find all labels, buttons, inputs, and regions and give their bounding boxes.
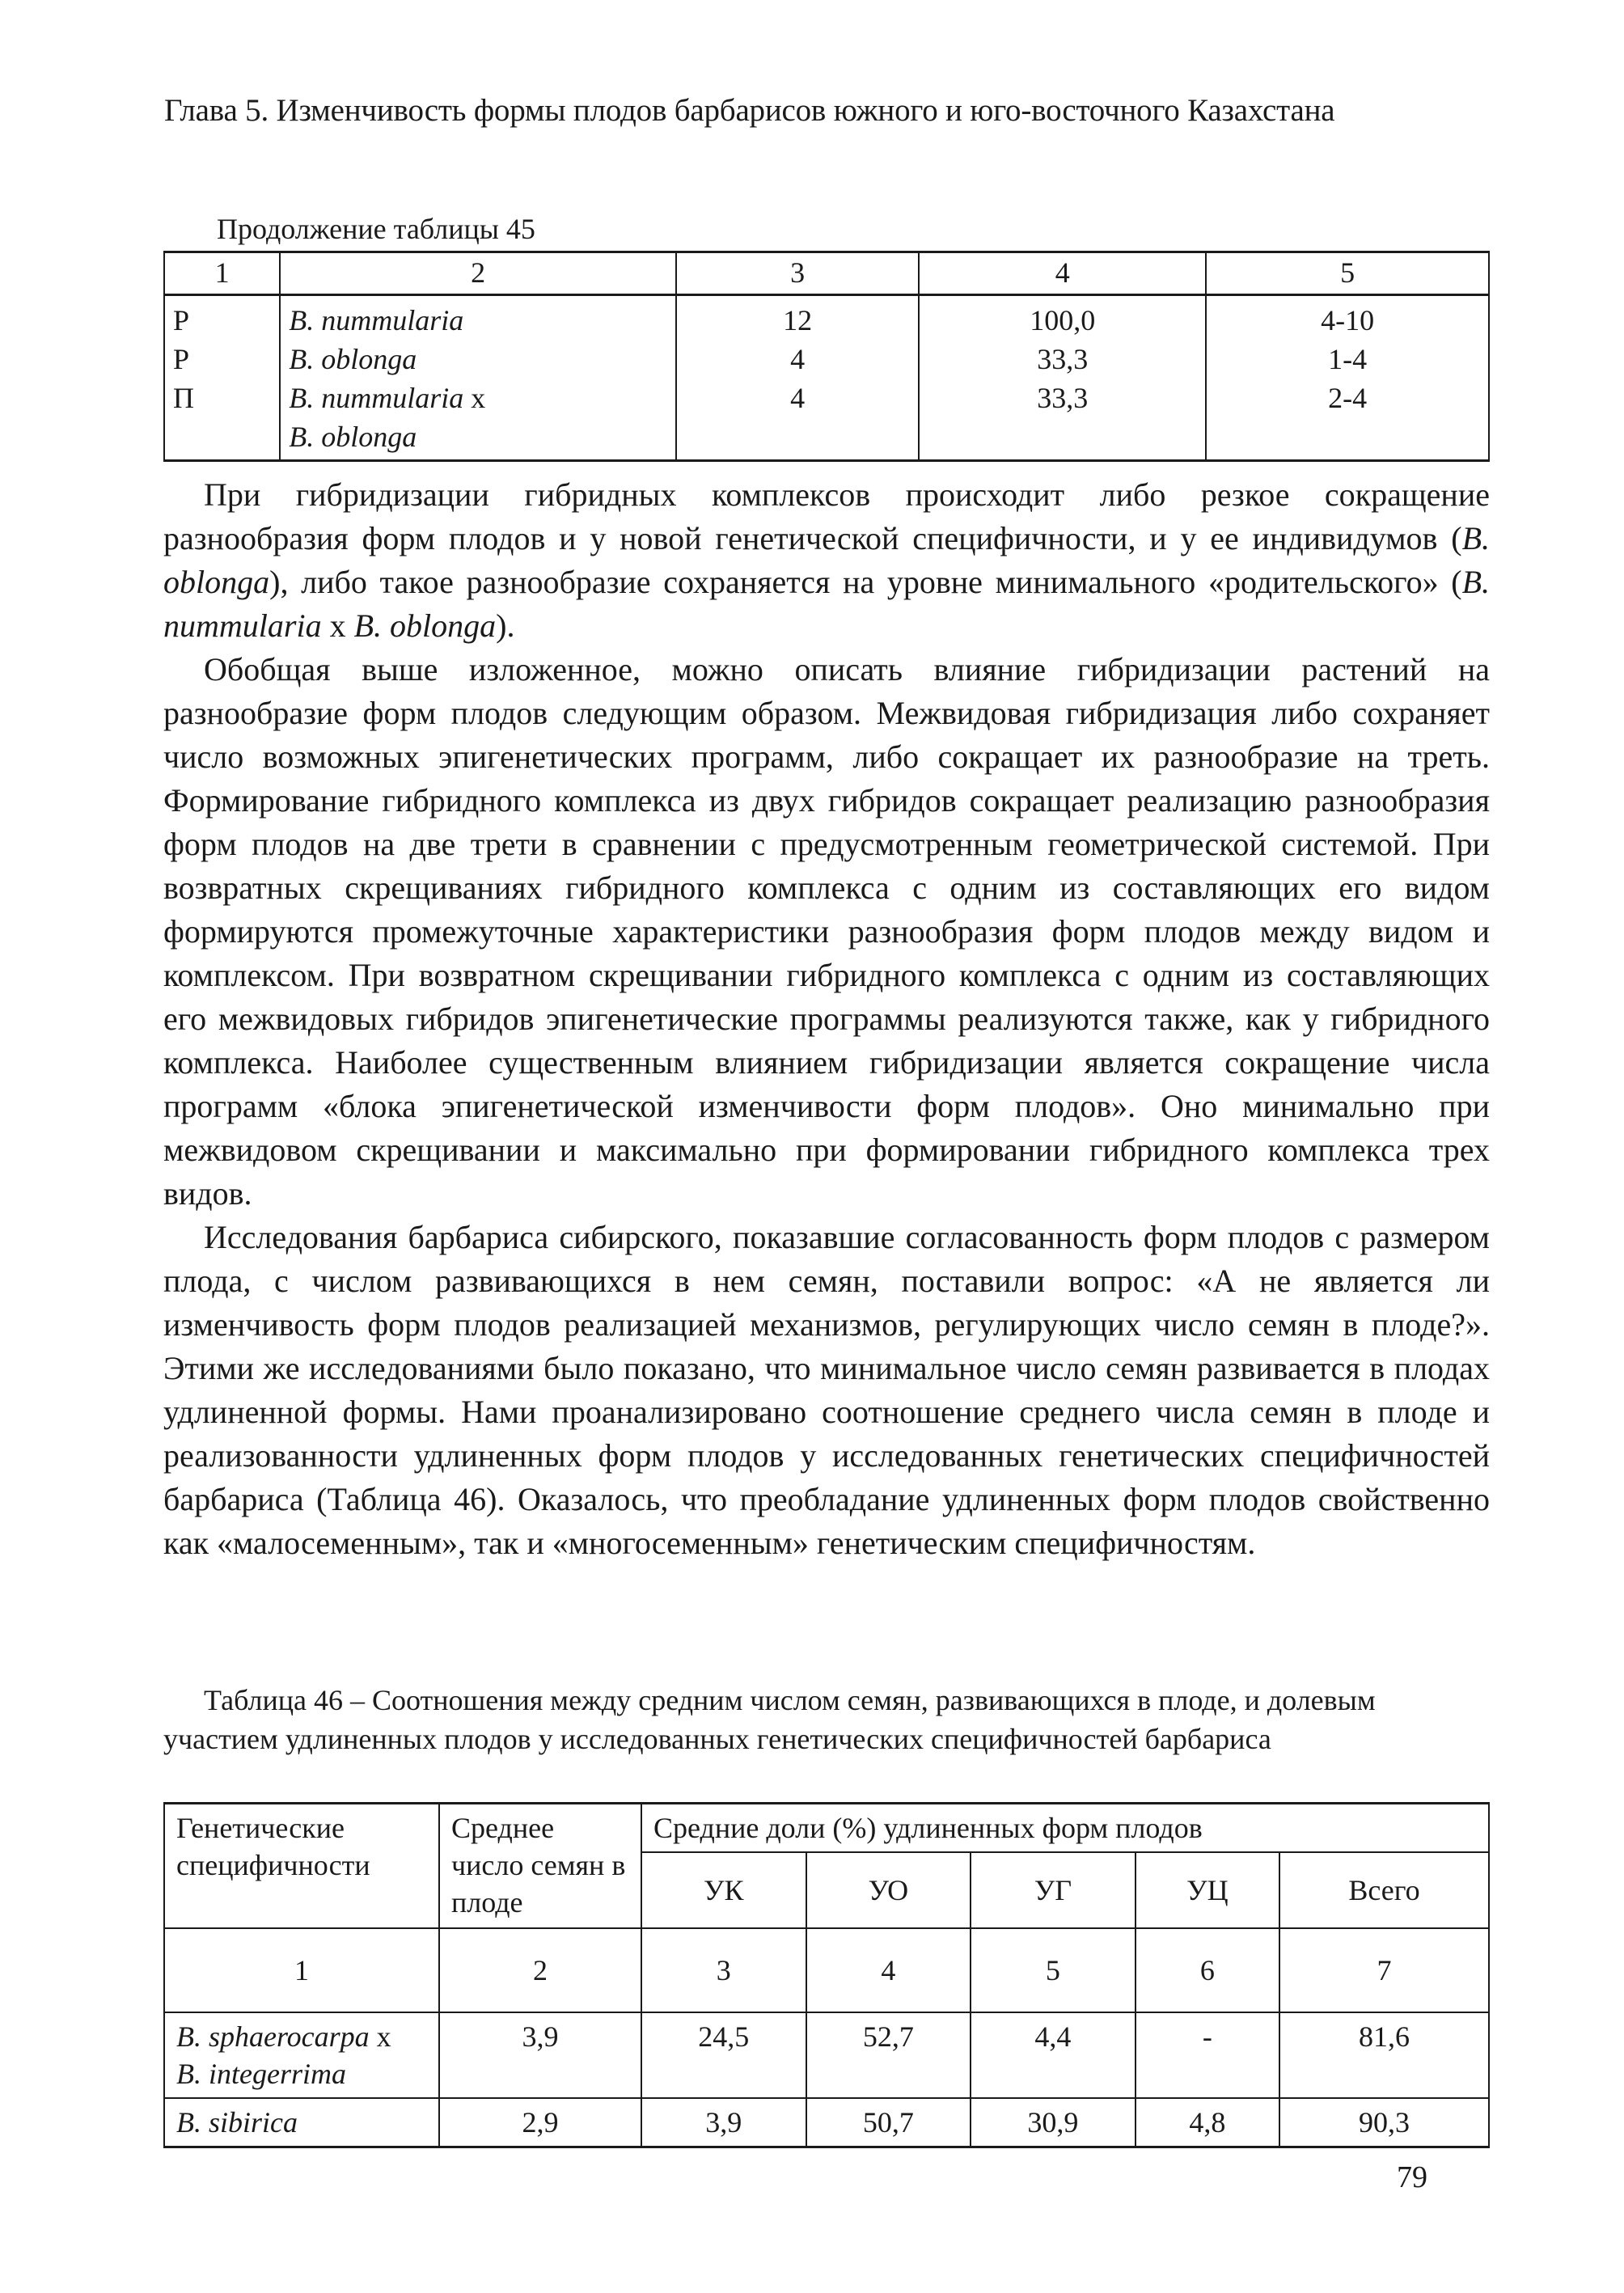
cell-species xyxy=(164,2012,439,2098)
column-number-row xyxy=(164,1928,1489,2012)
column-number: 1 xyxy=(164,1928,439,2012)
cell-species xyxy=(280,417,676,461)
subheader-uc: УЦ xyxy=(1136,1852,1279,1928)
header-genetic-specificities: Генетические специфичности xyxy=(164,1804,439,1929)
cell-value: 33,3 xyxy=(919,379,1206,417)
body-text xyxy=(163,473,1490,1565)
table46-caption: Таблица 46 – Соотношения между средним числом семян, развивающихся в плоде, и долевым участием удлиненных плодов у исследованных генетических специфичностей барбариса xyxy=(163,1684,1376,1755)
cell-value: 4 xyxy=(676,379,919,417)
cell-ug: 30,9 xyxy=(971,2098,1136,2147)
paragraph-3: Исследования барбариса сибирского, показавшие согласованность форм плодов с размером плода, с числом развивающихся в нем семян, поставили вопрос: «А не является ли изменчивость форм плодов реализацией механизмов, регулирующих число семян в плоде?». Этими же исследованиями было показано, что минимальное число семян развивается в плодах удлиненной формы. Нами проанализировано соотношение среднего числа семян в плоде и реализованности удлиненных форм плодов у исследованных генетических специфичностей барбариса (Таблица 46). Оказалось, что преобладание удлиненных форм плодов свойственно как «малосеменным», так и «многосеменным» генетическим специфичностям. xyxy=(163,1219,1490,1561)
page-number: 79 xyxy=(1397,2160,1427,2194)
species-name: B. nummularia xyxy=(289,304,464,336)
species-suffix: x xyxy=(463,382,486,414)
header-cell: 2 xyxy=(280,252,676,295)
paragraph-1 xyxy=(163,473,1490,648)
species-name: B. nummularia xyxy=(289,382,464,414)
column-number: 3 xyxy=(641,1928,806,2012)
species-name: B. oblonga xyxy=(163,520,1490,600)
cell-value: 33,3 xyxy=(919,340,1206,379)
running-head: Глава 5. Изменчивость формы плодов барбарисов южного и юго-восточного Казахстана xyxy=(164,93,1335,128)
species-name: B. oblonga xyxy=(289,421,417,453)
cell-type: Р xyxy=(164,295,280,341)
cell-seeds: 2,9 xyxy=(439,2098,641,2147)
table-header-row xyxy=(164,1804,1489,1853)
text-run: ), либо такое разнообразие сохраняется на уровне минимального «родительского» ( xyxy=(269,564,1462,600)
subheader-ug: УГ xyxy=(971,1852,1136,1928)
table-row xyxy=(164,2098,1489,2147)
table-row xyxy=(164,340,1489,379)
cell-value xyxy=(676,417,919,461)
cell-species xyxy=(280,340,676,379)
text-run: x xyxy=(321,607,354,644)
header-cell: 3 xyxy=(676,252,919,295)
table-row xyxy=(164,379,1489,417)
header-cell: 1 xyxy=(164,252,280,295)
cell-value: 2-4 xyxy=(1206,379,1489,417)
cell-species xyxy=(280,295,676,341)
cell-uo: 50,7 xyxy=(806,2098,971,2147)
table-row xyxy=(164,417,1489,461)
text-run: ). xyxy=(496,607,515,644)
subheader-uo: УО xyxy=(806,1852,971,1928)
cell-value: 4 xyxy=(676,340,919,379)
paragraph-2: Обобщая выше изложенное, можно описать влияние гибридизации растений на разнообразие форм плодов следующим образом. Межвидовая гибридизация либо сохраняет число возможных эпигенетических программ, либо сокращает их разнообразие на треть. Формирование гибридного комплекса из двух гибридов сокращает реализацию разнообразия форм плодов на две трети в сравнении с предусмотренным геометрической системой. При возвратных скрещиваниях гибридного комплекса с одним из составляющих его видом формируются промежуточные характеристики разнообразия форм плодов между видом и комплексом. При возвратном скрещивании гибридного комплекса с одним из составляющих его межвидовых гибридов эпигенетические программы реализуются также, как у гибридного комплекса. Наиболее существенным влиянием гибридизации является сокращение числа программ «блока эпигенетической изменчивости форм плодов». Оно минимально при межвидовом скрещивании и максимально при формировании гибридного комплекса трех видов. xyxy=(163,651,1490,1212)
cell-total: 81,6 xyxy=(1279,2012,1489,2098)
column-number: 7 xyxy=(1279,1928,1489,2012)
table-header-row xyxy=(164,252,1489,295)
cell-species xyxy=(280,379,676,417)
cell-total: 90,3 xyxy=(1279,2098,1489,2147)
header-cell: 4 xyxy=(919,252,1206,295)
cell-value xyxy=(919,417,1206,461)
column-number: 2 xyxy=(439,1928,641,2012)
header-elongated-shares: Средние доли (%) удлиненных форм плодов xyxy=(641,1804,1489,1853)
table-46 xyxy=(163,1802,1490,2148)
cell-type xyxy=(164,417,280,461)
cell-uc: - xyxy=(1136,2012,1279,2098)
table-row xyxy=(164,295,1489,341)
text-run: При гибридизации гибридных комплексов происходит либо резкое сокращение разнообразия форм плодов и у новой генетической специфичности, и у ее индивидумов ( xyxy=(163,476,1490,556)
cell-uk: 24,5 xyxy=(641,2012,806,2098)
cell-seeds: 3,9 xyxy=(439,2012,641,2098)
species-name: B. sibirica xyxy=(176,2106,298,2139)
species-name: B. oblonga xyxy=(353,607,497,644)
cell-value xyxy=(1206,417,1489,461)
column-number: 4 xyxy=(806,1928,971,2012)
species-suffix: x xyxy=(369,2020,391,2053)
species-name: B. integerrima xyxy=(176,2058,346,2090)
cell-value: 1-4 xyxy=(1206,340,1489,379)
table-row xyxy=(164,2012,1489,2098)
subheader-total: Всего xyxy=(1279,1852,1489,1928)
header-mean-seeds: Среднее число семян в плоде xyxy=(439,1804,641,1929)
species-name: B. sphaerocarpa xyxy=(176,2020,370,2053)
subheader-uk: УК xyxy=(641,1852,806,1928)
header-cell: 5 xyxy=(1206,252,1489,295)
cell-uo: 52,7 xyxy=(806,2012,971,2098)
cell-type: П xyxy=(164,379,280,417)
cell-type: Р xyxy=(164,340,280,379)
cell-species xyxy=(164,2098,439,2147)
column-number: 6 xyxy=(1136,1928,1279,2012)
species-name: B. nummularia xyxy=(163,564,1490,644)
cell-uk: 3,9 xyxy=(641,2098,806,2147)
cell-ug: 4,4 xyxy=(971,2012,1136,2098)
cell-uc: 4,8 xyxy=(1136,2098,1279,2147)
cell-value: 4-10 xyxy=(1206,295,1489,341)
column-number: 5 xyxy=(971,1928,1136,2012)
table-45 xyxy=(163,251,1490,462)
cell-value: 100,0 xyxy=(919,295,1206,341)
cell-value: 12 xyxy=(676,295,919,341)
species-name: B. oblonga xyxy=(289,343,417,375)
table45-continuation-caption: Продолжение таблицы 45 xyxy=(217,213,535,245)
